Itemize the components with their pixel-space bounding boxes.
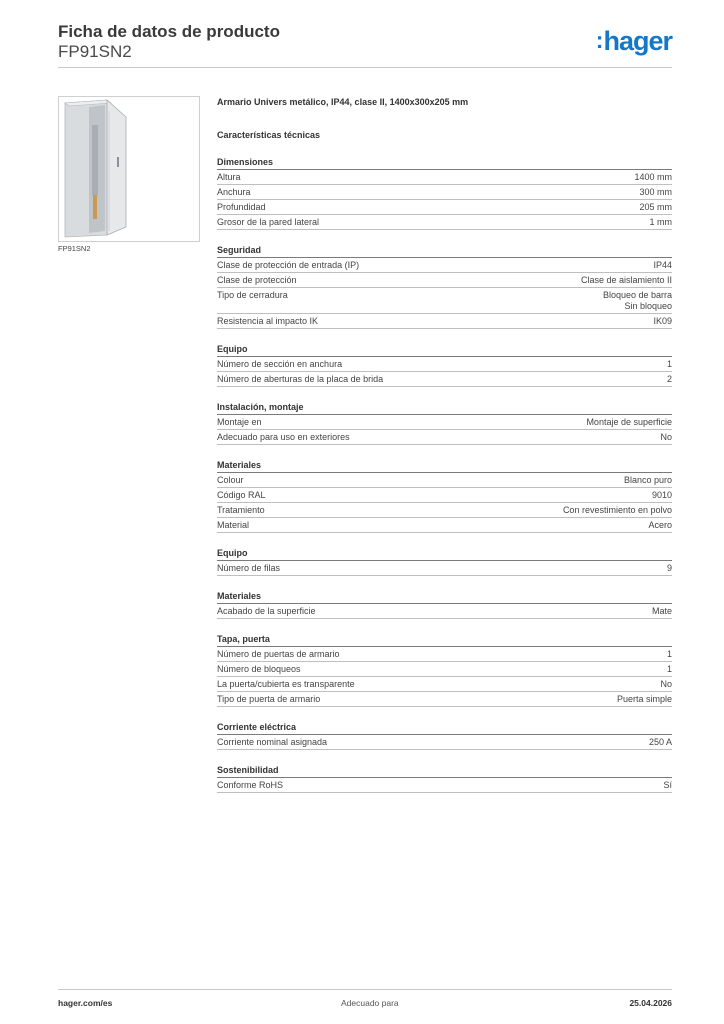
spec-value-text: Bloqueo de barra bbox=[602, 290, 672, 300]
spec-value bbox=[667, 359, 672, 370]
spec-label: Colour bbox=[217, 475, 244, 485]
image-caption: FP91SN2 bbox=[58, 244, 91, 253]
spec-label: Tipo de puerta de armario bbox=[217, 694, 321, 704]
spec-value bbox=[581, 275, 672, 286]
spec-row bbox=[217, 430, 672, 445]
page-title: Ficha de datos de producto bbox=[58, 22, 280, 41]
product-code: FP91SN2 bbox=[58, 42, 132, 61]
section-title: Corriente eléctrica bbox=[217, 721, 672, 735]
spec-value bbox=[586, 417, 672, 428]
section-title: Equipo bbox=[217, 343, 672, 357]
spec-label: Material bbox=[217, 520, 250, 530]
spec-value bbox=[660, 679, 672, 690]
brand-name: hager bbox=[603, 26, 672, 56]
spec-value-text: Blanco puro bbox=[623, 475, 672, 485]
spec-value-text: 9010 bbox=[651, 490, 672, 500]
spec-label: Tipo de cerradura bbox=[217, 290, 288, 300]
specs-subtitle: Características técnicas bbox=[217, 130, 321, 140]
spec-label: Altura bbox=[217, 172, 241, 182]
spec-section bbox=[217, 764, 672, 793]
spec-row bbox=[217, 778, 672, 793]
spec-label: Resistencia al impacto IK bbox=[217, 316, 319, 326]
spec-label: Clase de protección de entrada (IP) bbox=[217, 260, 360, 270]
spec-section bbox=[217, 633, 672, 707]
spec-row bbox=[217, 677, 672, 692]
spec-value-text: 300 mm bbox=[639, 187, 672, 197]
spec-value-text: IK09 bbox=[653, 316, 672, 326]
spec-value-text: 205 mm bbox=[639, 202, 672, 212]
spec-value-text: 1 bbox=[666, 649, 672, 659]
spec-value bbox=[650, 217, 673, 228]
spec-value-text: Sin bloqueo bbox=[624, 301, 672, 311]
spec-label: Clase de protección bbox=[217, 275, 297, 285]
spec-section bbox=[217, 590, 672, 619]
spec-value-text: IP44 bbox=[653, 260, 672, 270]
section-title: Tapa, puerta bbox=[217, 633, 672, 647]
spec-row bbox=[217, 314, 672, 329]
spec-row bbox=[217, 415, 672, 430]
spec-row bbox=[217, 561, 672, 576]
spec-value-text: Montaje de superficie bbox=[586, 417, 672, 427]
spec-value bbox=[652, 606, 672, 617]
section-title: Seguridad bbox=[217, 244, 672, 258]
spec-value bbox=[653, 260, 672, 271]
spec-section bbox=[217, 156, 672, 230]
spec-value-text: 1 bbox=[666, 664, 672, 674]
spec-label: Número de puertas de armario bbox=[217, 649, 340, 659]
spec-value bbox=[652, 490, 672, 501]
product-description: Armario Univers metálico, IP44, clase II, 1400x300x205 mm bbox=[217, 97, 469, 107]
spec-value bbox=[648, 520, 672, 531]
spec-section bbox=[217, 343, 672, 387]
spec-sections bbox=[217, 156, 672, 793]
specifications bbox=[217, 96, 672, 793]
spec-value-text: Puerta simple bbox=[616, 694, 672, 704]
spec-row bbox=[217, 258, 672, 273]
spec-value-text: No bbox=[660, 679, 672, 689]
spec-row bbox=[217, 288, 672, 314]
spec-value-text: Mate bbox=[651, 606, 672, 616]
section-title: Instalación, montaje bbox=[217, 401, 672, 415]
footer-date: 25.04.2026 bbox=[629, 998, 672, 1008]
spec-row bbox=[217, 518, 672, 533]
spec-value-text: No bbox=[660, 432, 672, 442]
spec-row bbox=[217, 692, 672, 707]
spec-label: Anchura bbox=[217, 187, 251, 197]
spec-section bbox=[217, 721, 672, 750]
spec-row bbox=[217, 735, 672, 750]
spec-row bbox=[217, 647, 672, 662]
spec-value bbox=[639, 187, 672, 198]
spec-label: Grosor de la pared lateral bbox=[217, 217, 320, 227]
spec-value bbox=[634, 172, 672, 183]
spec-row bbox=[217, 200, 672, 215]
spec-value-text: 1 bbox=[666, 359, 672, 369]
spec-value-text: 2 bbox=[666, 374, 672, 384]
spec-value bbox=[667, 374, 672, 385]
spec-section bbox=[217, 547, 672, 576]
section-title: Materiales bbox=[217, 459, 672, 473]
spec-row bbox=[217, 488, 672, 503]
spec-value bbox=[663, 780, 672, 791]
spec-value bbox=[624, 475, 672, 486]
cabinet-illustration-icon bbox=[59, 97, 199, 241]
spec-label: Tratamiento bbox=[217, 505, 265, 515]
spec-value-text: Sí bbox=[663, 780, 672, 790]
document-header bbox=[58, 20, 672, 68]
spec-value bbox=[667, 664, 672, 675]
spec-label: Número de bloqueos bbox=[217, 664, 301, 674]
spec-label: Acabado de la superficie bbox=[217, 606, 316, 616]
spec-value-text: 1400 mm bbox=[634, 172, 672, 182]
hager-logo: :hager bbox=[595, 26, 672, 56]
spec-value bbox=[639, 202, 672, 213]
spec-label: Corriente nominal asignada bbox=[217, 737, 328, 747]
spec-row bbox=[217, 170, 672, 185]
spec-value bbox=[667, 649, 672, 660]
spec-row bbox=[217, 215, 672, 230]
spec-row bbox=[217, 473, 672, 488]
spec-row bbox=[217, 273, 672, 288]
spec-value bbox=[660, 432, 672, 443]
spec-value bbox=[653, 316, 672, 327]
spec-value-text: 250 A bbox=[648, 737, 672, 747]
product-image bbox=[58, 96, 200, 242]
spec-label: Conforme RoHS bbox=[217, 780, 284, 790]
spec-label: La puerta/cubierta es transparente bbox=[217, 679, 355, 689]
spec-section bbox=[217, 244, 672, 329]
spec-row bbox=[217, 662, 672, 677]
spec-label: Montaje en bbox=[217, 417, 262, 427]
header-divider bbox=[58, 67, 672, 68]
spec-section bbox=[217, 401, 672, 445]
spec-label: Número de filas bbox=[217, 563, 281, 573]
section-title: Equipo bbox=[217, 547, 672, 561]
spec-row bbox=[217, 604, 672, 619]
spec-value bbox=[649, 737, 672, 748]
footer-note: Adecuado para bbox=[341, 998, 399, 1008]
spec-value bbox=[563, 505, 672, 516]
spec-value bbox=[617, 694, 672, 705]
section-title: Materiales bbox=[217, 590, 672, 604]
spec-section bbox=[217, 459, 672, 533]
spec-label: Número de aberturas de la placa de brida bbox=[217, 374, 384, 384]
spec-label: Adecuado para uso en exteriores bbox=[217, 432, 350, 442]
footer-divider bbox=[58, 989, 672, 990]
spec-row bbox=[217, 185, 672, 200]
section-title: Dimensiones bbox=[217, 156, 672, 170]
spec-row bbox=[217, 503, 672, 518]
spec-value-text: 1 mm bbox=[649, 217, 672, 227]
footer-website: hager.com/es bbox=[58, 998, 113, 1008]
spec-value-text: Acero bbox=[648, 520, 672, 530]
spec-row bbox=[217, 372, 672, 387]
spec-value-text: Clase de aislamiento II bbox=[580, 275, 672, 285]
spec-value bbox=[667, 563, 672, 574]
spec-value-text: Con revestimiento en polvo bbox=[562, 505, 672, 515]
section-title: Sostenibilidad bbox=[217, 764, 672, 778]
spec-row bbox=[217, 357, 672, 372]
spec-value bbox=[603, 290, 672, 312]
spec-value-text: 9 bbox=[666, 563, 672, 573]
spec-label: Número de sección en anchura bbox=[217, 359, 343, 369]
spec-label: Profundidad bbox=[217, 202, 266, 212]
spec-label: Código RAL bbox=[217, 490, 266, 500]
